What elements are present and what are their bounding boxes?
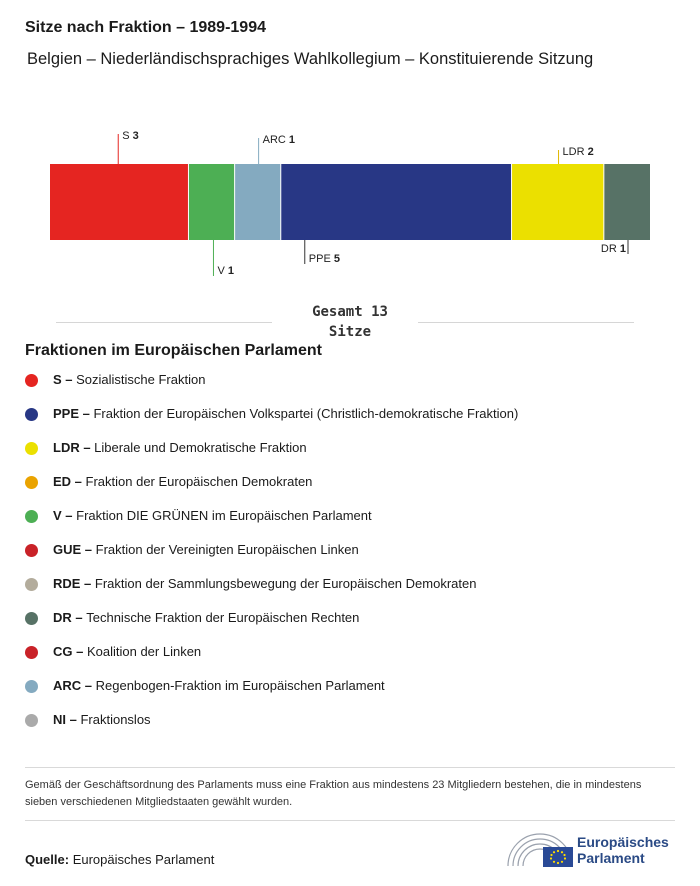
legend-label: GUE – Fraktion der Vereinigten Europäischen Linken bbox=[53, 542, 359, 557]
data-label-dr: DR 1 bbox=[600, 243, 626, 255]
bar-segment-v bbox=[188, 164, 234, 240]
data-label-ldr: LDR 2 bbox=[562, 146, 594, 158]
legend-color-dot bbox=[25, 680, 38, 693]
legend-color-dot bbox=[25, 612, 38, 625]
bar-segment-ldr bbox=[512, 164, 604, 240]
chart-subtitle: Belgien – Niederländischsprachiges Wahlkollegium – Konstituierende Sitzung bbox=[27, 50, 594, 68]
legend-abbr: GUE – bbox=[53, 542, 96, 557]
legend-abbr: NI – bbox=[53, 712, 81, 727]
data-label-ppe: PPE 5 bbox=[308, 253, 340, 265]
legend-abbr: DR – bbox=[53, 610, 87, 625]
bar-segment-dr bbox=[604, 164, 650, 240]
logo-line-2: Parlament bbox=[577, 850, 645, 866]
data-label-v: V 1 bbox=[217, 265, 234, 277]
total-divider-right bbox=[418, 322, 634, 323]
logo-text bbox=[577, 834, 669, 866]
bar-segment-ppe bbox=[281, 164, 512, 240]
logo-line-1: Europäisches bbox=[577, 834, 669, 850]
total-seats-line1: Gesamt 13 bbox=[312, 304, 388, 320]
legend-label: S – Sozialistische Fraktion bbox=[53, 372, 206, 387]
legend-color-dot bbox=[25, 714, 38, 727]
legend-label: ED – Fraktion der Europäischen Demokraten bbox=[53, 474, 313, 489]
legend-abbr: S – bbox=[53, 372, 77, 387]
seat-bar-chart bbox=[0, 110, 700, 290]
source-label: Quelle: bbox=[25, 852, 70, 867]
legend-label: CG – Koalition der Linken bbox=[53, 644, 202, 659]
legend-label: PPE – Fraktion der Europäischen Volkspartei (Christlich-demokratische Fraktion) bbox=[53, 406, 519, 421]
legend-color-dot bbox=[25, 408, 38, 421]
divider-bottom bbox=[25, 820, 675, 821]
legend-abbr: PPE – bbox=[53, 406, 94, 421]
legend-title: Fraktionen im Europäischen Parlament bbox=[25, 342, 322, 359]
legend-label: RDE – Fraktion der Sammlungsbewegung der Europäischen Demokraten bbox=[53, 576, 477, 591]
legend-abbr: LDR – bbox=[53, 440, 95, 455]
legend-color-dot bbox=[25, 544, 38, 557]
footnote: Gemäß der Geschäftsordnung des Parlaments muss eine Fraktion aus mindestens 23 Mitgliedern bestehen, die in mindestens sieben verschiedenen Mitgliedstaaten gewählt wurden. bbox=[25, 779, 642, 808]
legend-color-dot bbox=[25, 374, 38, 387]
data-label-arc: ARC 1 bbox=[262, 134, 296, 146]
legend-abbr: RDE – bbox=[53, 576, 95, 591]
source-value: Europäisches Parlament bbox=[72, 852, 215, 867]
legend-label: ARC – Regenbogen-Fraktion im Europäischen Parlament bbox=[53, 678, 385, 693]
data-label-s: S 3 bbox=[122, 130, 139, 142]
bar-segment-arc bbox=[235, 164, 281, 240]
bar-segment-s bbox=[50, 164, 188, 240]
legend-abbr: V – bbox=[53, 508, 77, 523]
legend-color-dot bbox=[25, 442, 38, 455]
legend-label: DR – Technische Fraktion der Europäischen Rechten bbox=[53, 610, 360, 625]
source bbox=[25, 852, 214, 867]
legend-color-dot bbox=[25, 646, 38, 659]
total-divider-left bbox=[56, 322, 272, 323]
legend-label: LDR – Liberale und Demokratische Fraktion bbox=[53, 440, 307, 455]
total-seats-line2: Sitze bbox=[328, 324, 372, 340]
european-parliament-logo bbox=[505, 830, 680, 870]
legend-label: NI – Fraktionslos bbox=[53, 712, 151, 727]
legend-color-dot bbox=[25, 510, 38, 523]
legend-abbr: ED – bbox=[53, 474, 86, 489]
legend-label: V – Fraktion DIE GRÜNEN im Europäischen Parlament bbox=[53, 508, 372, 523]
hemicycle-icon bbox=[505, 830, 575, 870]
legend-color-dot bbox=[25, 476, 38, 489]
total-seats bbox=[275, 302, 425, 342]
legend-abbr: ARC – bbox=[53, 678, 96, 693]
chart-title: Sitze nach Fraktion – 1989-1994 bbox=[25, 19, 266, 36]
divider-top bbox=[25, 767, 675, 768]
legend-abbr: CG – bbox=[53, 644, 87, 659]
legend-color-dot bbox=[25, 578, 38, 591]
